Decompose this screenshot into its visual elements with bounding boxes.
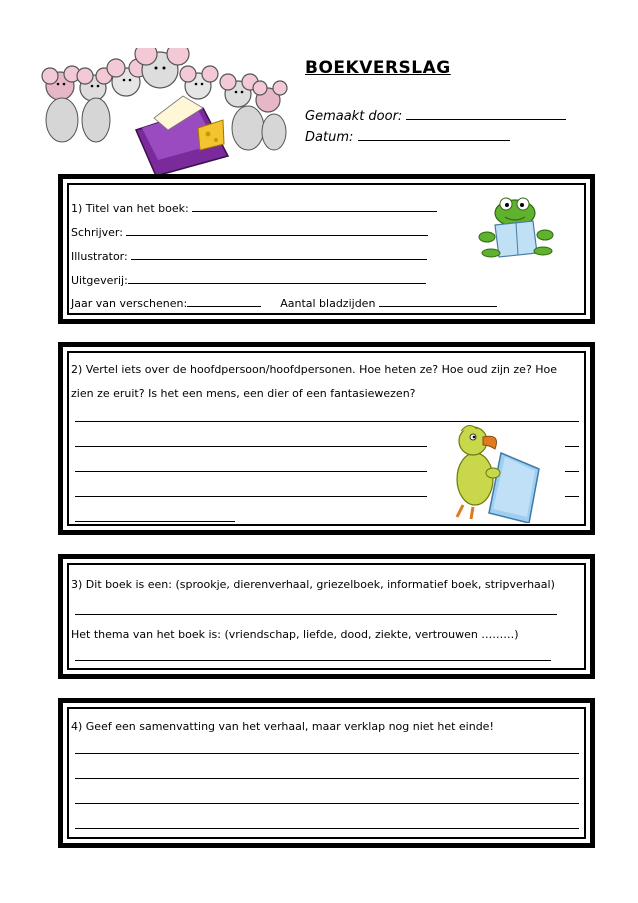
section-2-main-characters <box>58 342 595 535</box>
answer-line[interactable] <box>75 828 579 829</box>
publisher-label: Uitgeverij: <box>71 274 128 287</box>
author-field[interactable] <box>71 225 428 240</box>
answer-line[interactable] <box>75 496 427 497</box>
mice-reading-illustration <box>38 48 288 178</box>
publisher-field[interactable] <box>71 273 426 288</box>
book-title-label: 1) Titel van het boek: <box>71 202 193 215</box>
date-label: Datum: <box>305 130 358 145</box>
genre-question: 3) Dit boek is een: (sprookje, dierenverhaal, griezelboek, informatief boek, stripverhaal) <box>71 578 555 591</box>
characters-question-line-2: zien ze eruit? Is het een mens, een dier of een fantasiewezen? <box>71 387 416 400</box>
date-line[interactable] <box>358 130 510 141</box>
frog-reading-illustration <box>473 195 563 261</box>
year-pages-field[interactable] <box>71 296 497 311</box>
answer-line[interactable] <box>565 496 579 497</box>
pages-label: Aantal bladzijden <box>280 297 379 310</box>
section-4-summary <box>58 698 595 848</box>
answer-line[interactable] <box>75 753 579 754</box>
answer-line[interactable] <box>75 446 427 447</box>
section-1-book-info <box>58 174 595 324</box>
illustrator-line[interactable] <box>131 249 427 260</box>
year-label: Jaar van verschenen: <box>71 297 188 310</box>
illustrator-field[interactable] <box>71 249 427 264</box>
book-title-field[interactable] <box>71 201 437 216</box>
author-line[interactable] <box>126 225 428 236</box>
made-by-field[interactable] <box>305 109 566 124</box>
answer-line[interactable] <box>75 614 557 615</box>
answer-line[interactable] <box>75 471 427 472</box>
section-3-genre-theme <box>58 554 595 679</box>
illustrator-label: Illustrator: <box>71 250 132 263</box>
date-field[interactable] <box>305 130 510 145</box>
answer-line[interactable] <box>565 471 579 472</box>
answer-line[interactable] <box>75 803 579 804</box>
made-by-label: Gemaakt door: <box>305 109 407 124</box>
author-label: Schrijver: <box>71 226 127 239</box>
answer-line[interactable] <box>75 421 579 422</box>
parrot-reading-illustration <box>443 423 553 523</box>
characters-question-line-1: 2) Vertel iets over de hoofdpersoon/hoofdpersonen. Hoe heten ze? Hoe oud zijn ze? Hoe <box>71 363 558 376</box>
year-line[interactable] <box>187 296 261 307</box>
answer-line[interactable] <box>75 660 551 661</box>
theme-question: Het thema van het boek is: (vriendschap, liefde, dood, ziekte, vertrouwen ………) <box>71 628 519 641</box>
answer-line[interactable] <box>75 521 235 522</box>
pages-line[interactable] <box>379 296 497 307</box>
summary-question: 4) Geef een samenvatting van het verhaal, maar verklap nog niet het einde! <box>71 720 494 733</box>
answer-line[interactable] <box>75 778 579 779</box>
answer-line[interactable] <box>565 446 579 447</box>
made-by-line[interactable] <box>406 109 566 120</box>
book-title-line[interactable] <box>192 201 437 212</box>
page-title: BOEKVERSLAG <box>305 58 451 78</box>
publisher-line[interactable] <box>128 273 426 284</box>
